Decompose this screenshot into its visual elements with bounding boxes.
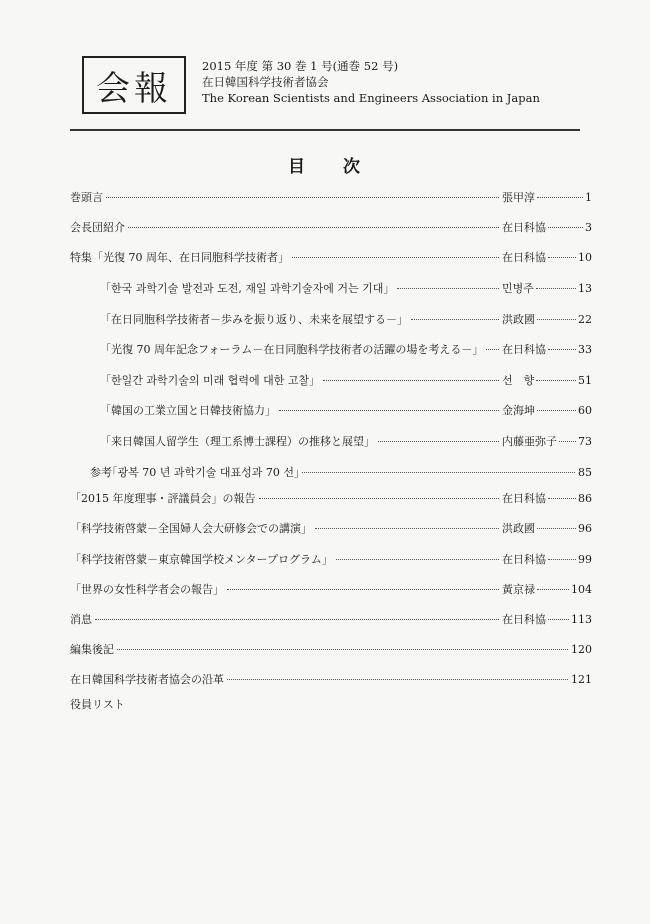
- dot-leader: [537, 410, 576, 411]
- toc-entry-title: 「2015 年度理事・評議員会」の報告: [70, 492, 256, 505]
- toc-entry: [100, 434, 592, 450]
- toc-heading-char-2: 次: [343, 157, 362, 177]
- toc-entry: [70, 582, 592, 598]
- dot-leader: [548, 257, 576, 258]
- dot-leader: [548, 498, 576, 499]
- toc-entry-page: 73: [578, 435, 592, 448]
- dot-leader: [548, 619, 569, 620]
- toc-entry-title: 「世界の女性科学者会の報告」: [70, 583, 224, 596]
- toc-entry-title: 「科学技術啓蒙－全国婦人会大研修会での講演」: [70, 522, 312, 535]
- dot-leader: [378, 441, 499, 442]
- dot-leader: [486, 349, 499, 350]
- toc-entry: [70, 552, 592, 568]
- toc-entry-page: 1: [585, 191, 592, 204]
- toc-entry-title: 「在日同胞科学技術者－歩みを振り返り、未来を展望する－」: [100, 313, 408, 326]
- toc-entry-author: 黃京禄: [502, 583, 535, 596]
- dot-leader: [292, 257, 499, 258]
- toc-entry-title: 巻頭言: [70, 191, 103, 204]
- toc-entry: [70, 521, 592, 537]
- toc-entry-page: 104: [571, 583, 592, 596]
- toc-entry: [100, 342, 592, 358]
- toc-entry-title: 「韓国の工業立国と日韓技術協力」: [100, 404, 276, 417]
- toc-entry-title: 参考｢광복 70 년 과학기술 대표성과 70 선｣: [90, 466, 300, 479]
- toc-entry: [70, 220, 592, 236]
- toc-entry-page: 10: [578, 251, 592, 264]
- toc-entry-page: 96: [578, 522, 592, 535]
- toc-entry-page: 13: [578, 282, 592, 295]
- org-name-en: The Korean Scientists and Engineers Association in Japan: [202, 91, 540, 105]
- toc-entry-page: 3: [585, 221, 592, 234]
- toc-entry-author: 在日科協: [502, 553, 546, 566]
- toc-entry-page: 85: [578, 466, 592, 479]
- dot-leader: [559, 441, 576, 442]
- toc-entry-author: 민병주: [502, 282, 534, 295]
- dot-leader: [548, 349, 576, 350]
- dot-leader: [106, 197, 499, 198]
- dot-leader: [117, 649, 568, 650]
- toc-entry-title: 役員リスト: [70, 698, 125, 711]
- toc-entry-title: 「科学技術啓蒙－東京韓国学校メンタープログラム」: [70, 553, 333, 566]
- dot-leader: [536, 380, 576, 381]
- toc-entry-author: 在日科協: [502, 492, 546, 505]
- toc-entry: [70, 250, 592, 266]
- toc-entry-author: 在日科協: [502, 613, 546, 626]
- toc-entry: [70, 612, 592, 628]
- toc-entry-page: 33: [578, 343, 592, 356]
- toc-entry-page: 22: [578, 313, 592, 326]
- dot-leader: [302, 472, 575, 473]
- dot-leader: [537, 319, 576, 320]
- toc-entry-author: 金海坤: [502, 404, 535, 417]
- toc-entry-title: 会長団紹介: [70, 221, 125, 234]
- toc-entry-author: 在日科協: [502, 343, 546, 356]
- toc-entry: [70, 672, 592, 688]
- dot-leader: [315, 528, 499, 529]
- toc-entry-author: 内藤亜弥子: [502, 435, 557, 448]
- toc-entry: [100, 312, 592, 328]
- logo-text: 会報: [96, 68, 172, 109]
- toc-entry-title: 編集後記: [70, 643, 114, 656]
- toc-entry-page: 60: [578, 404, 592, 417]
- toc-entry-author: 在日科協: [502, 221, 546, 234]
- dot-leader: [537, 528, 576, 529]
- dot-leader: [411, 319, 499, 320]
- toc-entry-page: 121: [571, 673, 592, 686]
- dot-leader: [279, 410, 499, 411]
- toc-entry: [70, 642, 592, 658]
- dot-leader: [548, 227, 583, 228]
- toc-entry: [100, 373, 592, 389]
- dot-leader: [323, 380, 499, 381]
- toc-entry-page: 86: [578, 492, 592, 505]
- toc-entry-title: 「한일간 과학기술의 미래 협력에 대한 고찰」: [100, 374, 321, 387]
- toc-entry-page: 51: [578, 374, 592, 387]
- dot-leader: [128, 227, 499, 228]
- dot-leader: [536, 288, 576, 289]
- toc-entry-page: 99: [578, 553, 592, 566]
- toc-entry: [100, 281, 592, 297]
- toc-entry-title: 消息: [70, 613, 92, 626]
- toc-entry: [100, 403, 592, 419]
- toc-entry-title: 「光復 70 周年記念フォーラム－在日同胞科学技術者の活躍の場を考える－」: [100, 343, 484, 356]
- dot-leader: [227, 679, 568, 680]
- toc-entry: [70, 190, 592, 206]
- toc-entry-page: 120: [571, 643, 592, 656]
- issue-line: 2015 年度 第 30 巻 1 号(通巻 52 号): [202, 59, 399, 73]
- toc-entry-author: 선 향: [502, 374, 535, 387]
- toc-entry: [70, 697, 270, 713]
- toc-entry-title: 在日韓国科学技術者協会の沿革: [70, 673, 224, 686]
- dot-leader: [537, 197, 583, 198]
- dot-leader: [548, 559, 576, 560]
- dot-leader: [95, 619, 499, 620]
- toc-entry-title: 特集「光復 70 周年、在日同胞科学技術者」: [70, 251, 289, 264]
- dot-leader: [397, 288, 499, 289]
- toc-entry-title: 「来日韓国人留学生（理工系博士課程）の推移と展望」: [100, 435, 375, 448]
- toc-entry-author: 張甲淳: [502, 191, 535, 204]
- toc-entry-author: 洪政國: [502, 313, 535, 326]
- dot-leader: [537, 589, 569, 590]
- toc-entry-page: 113: [571, 613, 592, 626]
- dot-leader: [336, 559, 499, 560]
- toc-heading-char-1: 目: [288, 157, 307, 177]
- toc-entry-author: 洪政國: [502, 522, 535, 535]
- toc-entry-author: 在日科協: [502, 251, 546, 264]
- toc-entry-title: 「한국 과학기술 발전과 도전, 재일 과학기술자에 거는 기대」: [100, 282, 395, 295]
- toc-entry: [90, 465, 592, 481]
- org-name-jp: 在日韓国科学技術者協会: [202, 75, 329, 89]
- dot-leader: [259, 498, 500, 499]
- toc-entry: [70, 491, 592, 507]
- dot-leader: [227, 589, 499, 590]
